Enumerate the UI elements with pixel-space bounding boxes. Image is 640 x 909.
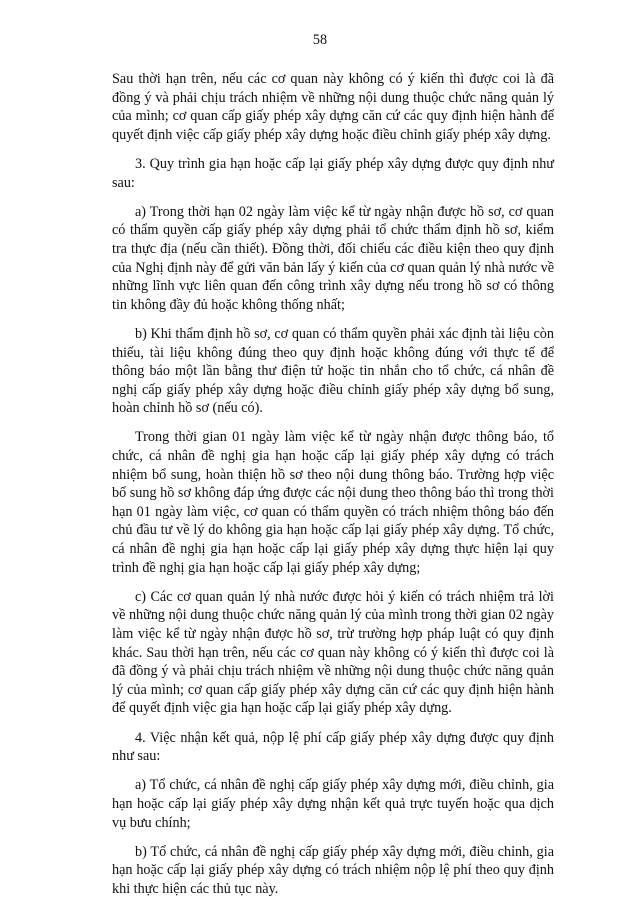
paragraph-clause-3a: a) Trong thời hạn 02 ngày làm việc kể từ ngày nhận được hồ sơ, cơ quan có thẩm quyền cấp giấy phép xây dựng phải tổ chức thẩm định hồ sơ, kiểm tra thực địa (nếu cần thiết). Đồng thời, đối chiếu các điều kiện theo quy định của Nghị định này để gửi văn bản lấy ý kiến của cơ quan quản lý nhà nước về những lĩnh vực liên quan đến công trình xây dựng nếu trong hồ sơ có thông tin không đầy đủ hoặc không thống nhất; [112,203,554,313]
paragraph-clause-3b-continued: Trong thời gian 01 ngày làm việc kể từ ngày nhận được thông báo, tổ chức, cá nhân đề nghị gia hạn hoặc cấp lại giấy phép xây dựng có trách nhiệm bổ sung, hoàn thiện hồ sơ theo nội dung thông báo. Trường hợp việc bổ sung hồ sơ không đáp ứng được các nội dung theo thông báo thì trong thời hạn 01 ngày làm việc, cơ quan có thẩm quyền có trách nhiệm thông báo đến chủ đầu tư về lý do không gia hạn hoặc cấp lại giấy phép xây dựng. Tổ chức, cá nhân đề nghị gia hạn hoặc cấp lại giấy phép xây dựng thực hiện lại quy trình đề nghị gia hạn hoặc cấp lại giấy phép xây dựng; [112,429,554,576]
paragraph-clause-4b: b) Tổ chức, cá nhân đề nghị cấp giấy phép xây dựng mới, điều chỉnh, gia hạn hoặc cấp lại giấy phép xây dựng có trách nhiệm nộp lệ phí theo quy định khi thực hiện các thủ tục này. [112,843,554,897]
paragraph-clause-4-heading: 4. Việc nhận kết quả, nộp lệ phí cấp giấy phép xây dựng được quy định như sau: [112,729,554,765]
paragraph-clause-3-heading: 3. Quy trình gia hạn hoặc cấp lại giấy phép xây dựng được quy định như sau: [112,155,554,191]
page-body [112,70,554,909]
page-number: 58 [312,32,328,48]
paragraph-clause-3c: c) Các cơ quan quản lý nhà nước được hỏi ý kiến có trách nhiệm trả lời về những nội dung thuộc chức năng quản lý của mình trong thời gian 02 ngày làm việc kể từ ngày nhận được hồ sơ, trừ trường hợp pháp luật có quy định khác. Sau thời hạn trên, nếu các cơ quan này không có ý kiến thì được coi là đã đồng ý và phải chịu trách nhiệm về những nội dung thuộc chức năng quản lý của mình; cơ quan cấp giấy phép xây dựng căn cứ các quy định hiện hành để quyết định việc gia hạn hoặc cấp lại giấy phép xây dựng. [112,588,554,717]
paragraph-clause-4a: a) Tổ chức, cá nhân đề nghị cấp giấy phép xây dựng mới, điều chỉnh, gia hạn hoặc cấp lại giấy phép xây dựng nhận kết quả trực tuyến hoặc qua dịch vụ bưu chính; [112,777,554,831]
paragraph-continuation: Sau thời hạn trên, nếu các cơ quan này không có ý kiến thì được coi là đã đồng ý và phải chịu trách nhiệm về những nội dung thuộc chức năng quản lý của mình; cơ quan cấp giấy phép xây dựng căn cứ các quy định hiện hành để quyết định việc cấp giấy phép xây dựng hoặc điều chỉnh giấy phép xây dựng. [112,71,554,143]
paragraph-clause-3b: b) Khi thẩm định hồ sơ, cơ quan có thẩm quyền phải xác định tài liệu còn thiếu, tài liệu không đúng theo quy định hoặc không đúng với thực tế để thông báo một lần bằng thư điện tử hoặc tin nhắn cho tổ chức, cá nhân đề nghị cấp giấy phép xây dựng hoặc điều chỉnh giấy phép xây dựng bổ sung, hoàn chỉnh hồ sơ (nếu có). [112,325,554,417]
